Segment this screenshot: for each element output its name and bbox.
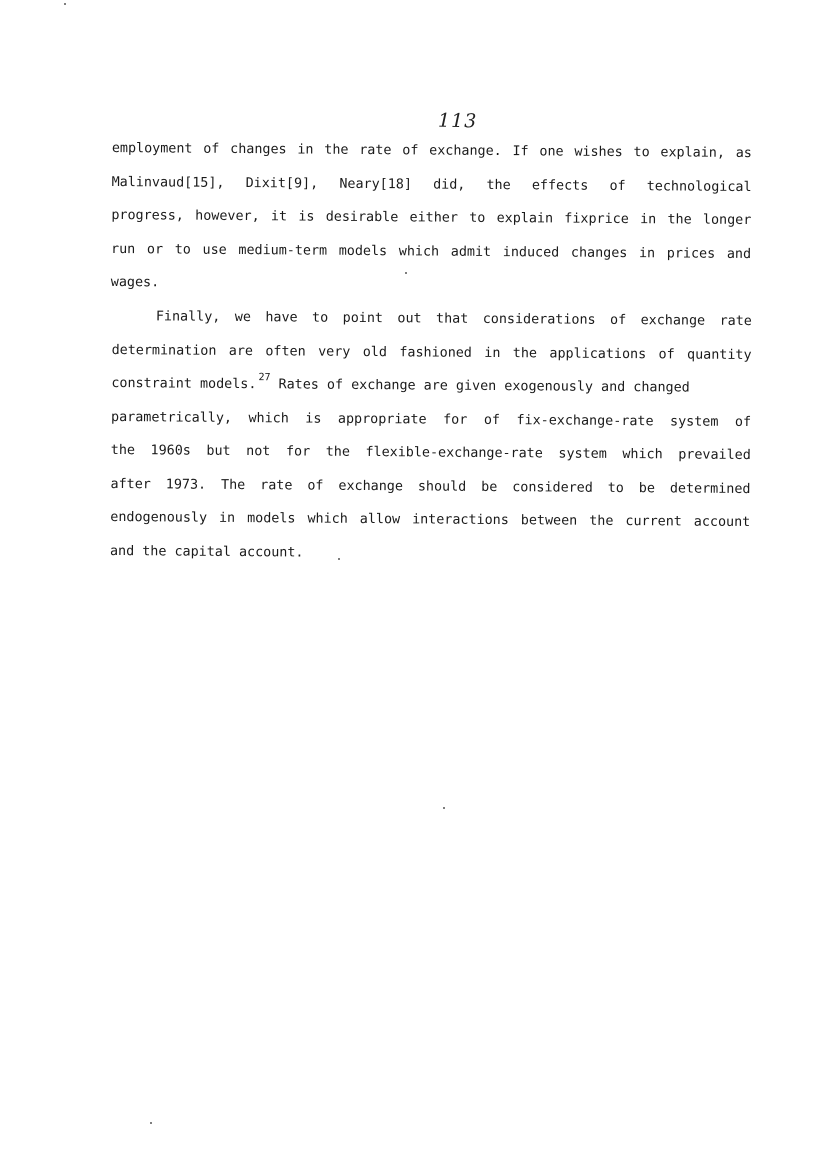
text-line: the 1960s but not for the flexible-exchange-rate system which prevailed <box>110 442 751 464</box>
text-line: and the capital account. <box>109 543 304 561</box>
text-line: employment of changes in the rate of exchange. If one wishes to explain, as <box>111 140 752 162</box>
text-line: endogenously in models which allow interactions between the current account <box>110 509 751 531</box>
footnote-marker: 27 <box>258 372 271 384</box>
scan-speck <box>405 272 407 274</box>
text-line: progress, however, it is desirable either to explain fixprice in the longer <box>111 207 752 229</box>
text-line: run or to use medium-term models which admit induced changes in prices and <box>111 241 752 262</box>
scan-speck <box>64 3 66 5</box>
text-line: Malinvaud[15], Dixit[9], Neary[18] did, the effects of technological <box>111 174 752 195</box>
text-line: parametrically, which is appropriate for of fix-exchange-rate system of <box>111 409 752 430</box>
scan-speck <box>338 558 340 560</box>
text-segment: constraint models. <box>111 375 257 393</box>
text-line: determination are often very old fashioned in the applications of quantity <box>111 342 752 363</box>
text-segment: Rates of exchange are given exogenously and changed <box>270 377 690 396</box>
text-line: Finally, we have to point out that considerations of exchange rate <box>155 309 752 330</box>
text-line: after 1973. The rate of exchange should be considered to be determined <box>110 476 751 497</box>
scan-speck <box>150 1122 152 1124</box>
paragraph-exchange-rate <box>110 300 752 573</box>
text-line-with-footnote <box>111 367 751 406</box>
paragraph-continuation <box>111 132 752 305</box>
page-number: 113 <box>437 109 478 133</box>
scan-speck <box>443 807 445 809</box>
text-line: wages. <box>110 274 160 291</box>
